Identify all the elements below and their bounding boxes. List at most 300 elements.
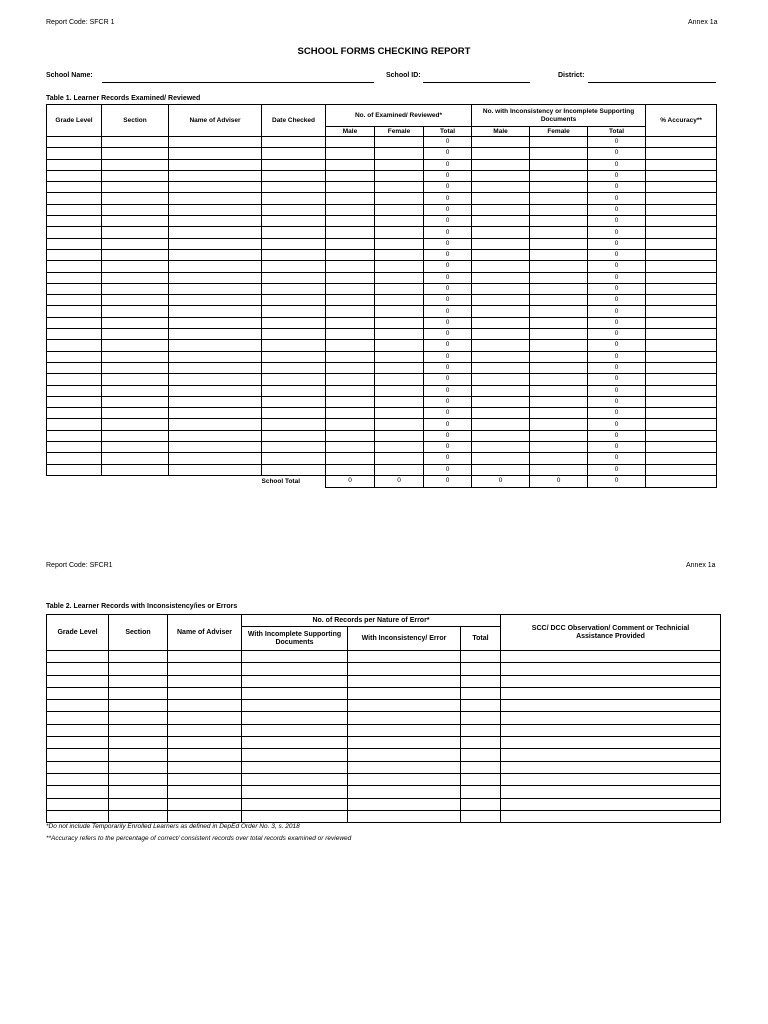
- table1-input-cell[interactable]: [262, 295, 326, 306]
- table1-input-cell[interactable]: [169, 295, 262, 306]
- table1-input-cell[interactable]: [47, 396, 102, 407]
- table1-input-cell[interactable]: [326, 261, 375, 272]
- table1-input-cell[interactable]: [472, 295, 530, 306]
- table1-input-cell[interactable]: [530, 329, 588, 340]
- table2-input-cell[interactable]: [461, 786, 501, 798]
- table1-input-cell[interactable]: [47, 374, 102, 385]
- table2-input-cell[interactable]: [47, 687, 109, 699]
- table2-input-cell[interactable]: [47, 786, 109, 798]
- table1-input-cell[interactable]: [375, 419, 424, 430]
- table2-input-cell[interactable]: [109, 737, 168, 749]
- table1-input-cell[interactable]: [646, 362, 717, 373]
- table2-input-cell[interactable]: [109, 700, 168, 712]
- table1-input-cell[interactable]: [326, 329, 375, 340]
- table1-input-cell[interactable]: [472, 238, 530, 249]
- table1-input-cell[interactable]: [169, 204, 262, 215]
- table2-input-cell[interactable]: [109, 749, 168, 761]
- table1-input-cell[interactable]: [530, 442, 588, 453]
- table1-input-cell[interactable]: [646, 340, 717, 351]
- table1-input-cell[interactable]: [169, 453, 262, 464]
- table1-input-cell[interactable]: [262, 385, 326, 396]
- table1-input-cell[interactable]: [47, 204, 102, 215]
- table2-input-cell[interactable]: [47, 675, 109, 687]
- table1-input-cell[interactable]: [375, 216, 424, 227]
- table2-input-cell[interactable]: [242, 749, 348, 761]
- table1-input-cell[interactable]: [375, 385, 424, 396]
- table2-input-cell[interactable]: [242, 663, 348, 675]
- table2-input-cell[interactable]: [501, 737, 721, 749]
- table1-input-cell[interactable]: [47, 182, 102, 193]
- table1-input-cell[interactable]: [47, 148, 102, 159]
- table1-input-cell[interactable]: [262, 170, 326, 181]
- table2-input-cell[interactable]: [461, 651, 501, 663]
- table2-input-cell[interactable]: [168, 737, 242, 749]
- table1-input-cell[interactable]: [530, 295, 588, 306]
- table1-input-cell[interactable]: [47, 442, 102, 453]
- table1-input-cell[interactable]: [375, 272, 424, 283]
- table1-input-cell[interactable]: [169, 227, 262, 238]
- table1-input-cell[interactable]: [472, 351, 530, 362]
- table1-input-cell[interactable]: [646, 419, 717, 430]
- table1-input-cell[interactable]: [530, 227, 588, 238]
- table2-input-cell[interactable]: [168, 712, 242, 724]
- table2-input-cell[interactable]: [501, 749, 721, 761]
- table1-input-cell[interactable]: [47, 329, 102, 340]
- table1-input-cell[interactable]: [326, 227, 375, 238]
- table2-input-cell[interactable]: [47, 773, 109, 785]
- table1-input-cell[interactable]: [102, 442, 169, 453]
- table1-input-cell[interactable]: [169, 464, 262, 475]
- table2-input-cell[interactable]: [348, 773, 461, 785]
- table2-input-cell[interactable]: [242, 700, 348, 712]
- table2-input-cell[interactable]: [242, 798, 348, 810]
- table1-input-cell[interactable]: [169, 272, 262, 283]
- table1-input-cell[interactable]: [646, 137, 717, 148]
- district-field[interactable]: [588, 73, 716, 83]
- school-id-field[interactable]: [423, 73, 530, 83]
- table1-input-cell[interactable]: [102, 204, 169, 215]
- table1-input-cell[interactable]: [472, 374, 530, 385]
- table1-input-cell[interactable]: [326, 306, 375, 317]
- table2-input-cell[interactable]: [242, 675, 348, 687]
- table1-input-cell[interactable]: [326, 193, 375, 204]
- table1-input-cell[interactable]: [102, 137, 169, 148]
- table1-input-cell[interactable]: [326, 464, 375, 475]
- table1-input-cell[interactable]: [530, 238, 588, 249]
- table1-input-cell[interactable]: [102, 430, 169, 441]
- table2-input-cell[interactable]: [348, 712, 461, 724]
- table1-input-cell[interactable]: [530, 419, 588, 430]
- table1-input-cell[interactable]: [472, 396, 530, 407]
- table2-input-cell[interactable]: [501, 651, 721, 663]
- table1-input-cell[interactable]: [646, 306, 717, 317]
- table1-input-cell[interactable]: [646, 295, 717, 306]
- table2-input-cell[interactable]: [109, 675, 168, 687]
- table2-input-cell[interactable]: [109, 651, 168, 663]
- table1-input-cell[interactable]: [375, 204, 424, 215]
- table1-input-cell[interactable]: [646, 159, 717, 170]
- table2-input-cell[interactable]: [242, 651, 348, 663]
- table2-input-cell[interactable]: [501, 700, 721, 712]
- table1-input-cell[interactable]: [169, 261, 262, 272]
- table1-input-cell[interactable]: [326, 340, 375, 351]
- table1-input-cell[interactable]: [169, 385, 262, 396]
- table1-input-cell[interactable]: [262, 204, 326, 215]
- table1-input-cell[interactable]: [375, 159, 424, 170]
- table1-input-cell[interactable]: [169, 159, 262, 170]
- table2-input-cell[interactable]: [109, 761, 168, 773]
- table2-input-cell[interactable]: [348, 675, 461, 687]
- table1-input-cell[interactable]: [102, 408, 169, 419]
- table1-input-cell[interactable]: [530, 170, 588, 181]
- table2-input-cell[interactable]: [501, 773, 721, 785]
- table1-input-cell[interactable]: [47, 317, 102, 328]
- table1-input-cell[interactable]: [169, 182, 262, 193]
- table2-input-cell[interactable]: [168, 773, 242, 785]
- table1-input-cell[interactable]: [472, 408, 530, 419]
- table2-input-cell[interactable]: [348, 724, 461, 736]
- table1-input-cell[interactable]: [47, 283, 102, 294]
- table2-input-cell[interactable]: [47, 663, 109, 675]
- table1-input-cell[interactable]: [530, 340, 588, 351]
- table1-input-cell[interactable]: [47, 453, 102, 464]
- table1-input-cell[interactable]: [530, 362, 588, 373]
- table1-input-cell[interactable]: [472, 249, 530, 260]
- table1-input-cell[interactable]: [102, 148, 169, 159]
- table1-input-cell[interactable]: [326, 396, 375, 407]
- table2-input-cell[interactable]: [501, 663, 721, 675]
- table2-input-cell[interactable]: [109, 663, 168, 675]
- table1-input-cell[interactable]: [472, 442, 530, 453]
- table1-input-cell[interactable]: [646, 430, 717, 441]
- table2-input-cell[interactable]: [47, 724, 109, 736]
- table1-input-cell[interactable]: [530, 283, 588, 294]
- table1-input-cell[interactable]: [646, 182, 717, 193]
- table2-input-cell[interactable]: [348, 749, 461, 761]
- table1-input-cell[interactable]: [326, 295, 375, 306]
- table1-input-cell[interactable]: [530, 430, 588, 441]
- table1-input-cell[interactable]: [375, 182, 424, 193]
- table1-input-cell[interactable]: [102, 227, 169, 238]
- table1-input-cell[interactable]: [326, 204, 375, 215]
- table1-input-cell[interactable]: [169, 396, 262, 407]
- table1-input-cell[interactable]: [47, 170, 102, 181]
- table1-input-cell[interactable]: [472, 261, 530, 272]
- table1-input-cell[interactable]: [262, 464, 326, 475]
- table1-input-cell[interactable]: [530, 464, 588, 475]
- table1-input-cell[interactable]: [169, 317, 262, 328]
- table2-input-cell[interactable]: [348, 761, 461, 773]
- table2-input-cell[interactable]: [461, 687, 501, 699]
- table1-input-cell[interactable]: [102, 374, 169, 385]
- table1-input-cell[interactable]: [102, 193, 169, 204]
- table1-input-cell[interactable]: [326, 170, 375, 181]
- table1-input-cell[interactable]: [102, 385, 169, 396]
- table2-input-cell[interactable]: [168, 761, 242, 773]
- table1-input-cell[interactable]: [262, 227, 326, 238]
- table2-input-cell[interactable]: [168, 810, 242, 822]
- table1-input-cell[interactable]: [262, 159, 326, 170]
- table1-input-cell[interactable]: [646, 351, 717, 362]
- table1-input-cell[interactable]: [472, 159, 530, 170]
- table1-input-cell[interactable]: [646, 193, 717, 204]
- table1-input-cell[interactable]: [47, 430, 102, 441]
- table1-input-cell[interactable]: [375, 148, 424, 159]
- table2-input-cell[interactable]: [242, 786, 348, 798]
- table1-input-cell[interactable]: [47, 249, 102, 260]
- table1-input-cell[interactable]: [47, 295, 102, 306]
- table1-input-cell[interactable]: [169, 408, 262, 419]
- table1-input-cell[interactable]: [375, 261, 424, 272]
- table1-input-cell[interactable]: [169, 419, 262, 430]
- table2-input-cell[interactable]: [348, 663, 461, 675]
- table1-input-cell[interactable]: [47, 137, 102, 148]
- table1-input-cell[interactable]: [646, 374, 717, 385]
- table1-input-cell[interactable]: [326, 137, 375, 148]
- table2-input-cell[interactable]: [242, 687, 348, 699]
- table2-input-cell[interactable]: [168, 724, 242, 736]
- table1-input-cell[interactable]: [47, 238, 102, 249]
- table1-input-cell[interactable]: [326, 419, 375, 430]
- table2-input-cell[interactable]: [47, 700, 109, 712]
- table2-input-cell[interactable]: [47, 651, 109, 663]
- table1-input-cell[interactable]: [646, 170, 717, 181]
- table2-input-cell[interactable]: [501, 724, 721, 736]
- table1-input-cell[interactable]: [262, 329, 326, 340]
- table1-input-cell[interactable]: [472, 340, 530, 351]
- table2-input-cell[interactable]: [109, 786, 168, 798]
- table1-input-cell[interactable]: [102, 295, 169, 306]
- table1-input-cell[interactable]: [47, 362, 102, 373]
- table1-input-cell[interactable]: [262, 442, 326, 453]
- table1-input-cell[interactable]: [472, 430, 530, 441]
- table1-input-cell[interactable]: [326, 430, 375, 441]
- table1-input-cell[interactable]: [326, 272, 375, 283]
- table1-input-cell[interactable]: [169, 283, 262, 294]
- table2-input-cell[interactable]: [109, 798, 168, 810]
- table1-input-cell[interactable]: [326, 374, 375, 385]
- table1-input-cell[interactable]: [472, 419, 530, 430]
- table2-input-cell[interactable]: [348, 687, 461, 699]
- table2-input-cell[interactable]: [168, 675, 242, 687]
- table1-input-cell[interactable]: [262, 238, 326, 249]
- table1-input-cell[interactable]: [375, 170, 424, 181]
- table2-input-cell[interactable]: [348, 798, 461, 810]
- table1-input-cell[interactable]: [530, 193, 588, 204]
- table1-input-cell[interactable]: [262, 396, 326, 407]
- table1-input-cell[interactable]: [472, 272, 530, 283]
- table1-input-cell[interactable]: [262, 317, 326, 328]
- table1-input-cell[interactable]: [646, 272, 717, 283]
- table1-input-cell[interactable]: [326, 453, 375, 464]
- table1-input-cell[interactable]: [102, 159, 169, 170]
- table2-input-cell[interactable]: [501, 786, 721, 798]
- table1-input-cell[interactable]: [47, 419, 102, 430]
- table1-input-cell[interactable]: [472, 385, 530, 396]
- table1-input-cell[interactable]: [326, 408, 375, 419]
- table2-input-cell[interactable]: [109, 810, 168, 822]
- table2-input-cell[interactable]: [461, 810, 501, 822]
- table1-input-cell[interactable]: [102, 419, 169, 430]
- table1-input-cell[interactable]: [530, 272, 588, 283]
- school-total-accuracy[interactable]: [646, 475, 717, 487]
- table2-input-cell[interactable]: [242, 761, 348, 773]
- table1-input-cell[interactable]: [530, 182, 588, 193]
- table1-input-cell[interactable]: [530, 159, 588, 170]
- table1-input-cell[interactable]: [646, 261, 717, 272]
- table2-input-cell[interactable]: [348, 810, 461, 822]
- table1-input-cell[interactable]: [326, 385, 375, 396]
- table1-input-cell[interactable]: [375, 238, 424, 249]
- table1-input-cell[interactable]: [646, 227, 717, 238]
- table2-input-cell[interactable]: [501, 712, 721, 724]
- table1-input-cell[interactable]: [530, 396, 588, 407]
- table1-input-cell[interactable]: [530, 261, 588, 272]
- table1-input-cell[interactable]: [646, 216, 717, 227]
- table1-input-cell[interactable]: [375, 453, 424, 464]
- table1-input-cell[interactable]: [375, 283, 424, 294]
- table1-input-cell[interactable]: [102, 238, 169, 249]
- table2-input-cell[interactable]: [348, 786, 461, 798]
- table1-input-cell[interactable]: [262, 137, 326, 148]
- table1-input-cell[interactable]: [375, 362, 424, 373]
- table1-input-cell[interactable]: [102, 261, 169, 272]
- table2-input-cell[interactable]: [348, 700, 461, 712]
- table1-input-cell[interactable]: [47, 227, 102, 238]
- table1-input-cell[interactable]: [102, 170, 169, 181]
- table1-input-cell[interactable]: [530, 374, 588, 385]
- table2-input-cell[interactable]: [168, 700, 242, 712]
- table2-input-cell[interactable]: [47, 737, 109, 749]
- table1-input-cell[interactable]: [169, 374, 262, 385]
- table1-input-cell[interactable]: [646, 453, 717, 464]
- school-name-field[interactable]: [102, 73, 374, 83]
- table1-input-cell[interactable]: [472, 204, 530, 215]
- table1-input-cell[interactable]: [47, 351, 102, 362]
- table1-input-cell[interactable]: [102, 329, 169, 340]
- table1-input-cell[interactable]: [646, 238, 717, 249]
- table1-input-cell[interactable]: [169, 238, 262, 249]
- table1-input-cell[interactable]: [47, 193, 102, 204]
- table1-input-cell[interactable]: [262, 408, 326, 419]
- table2-input-cell[interactable]: [501, 675, 721, 687]
- table1-input-cell[interactable]: [472, 182, 530, 193]
- table1-input-cell[interactable]: [326, 362, 375, 373]
- table1-input-cell[interactable]: [646, 396, 717, 407]
- table1-input-cell[interactable]: [326, 159, 375, 170]
- table1-input-cell[interactable]: [472, 306, 530, 317]
- table1-input-cell[interactable]: [530, 137, 588, 148]
- table1-input-cell[interactable]: [646, 204, 717, 215]
- table1-input-cell[interactable]: [530, 453, 588, 464]
- table2-input-cell[interactable]: [168, 651, 242, 663]
- table1-input-cell[interactable]: [646, 329, 717, 340]
- table1-input-cell[interactable]: [102, 317, 169, 328]
- table2-input-cell[interactable]: [242, 724, 348, 736]
- table1-input-cell[interactable]: [169, 329, 262, 340]
- table2-input-cell[interactable]: [461, 712, 501, 724]
- table2-input-cell[interactable]: [461, 798, 501, 810]
- table1-input-cell[interactable]: [47, 261, 102, 272]
- table1-input-cell[interactable]: [375, 295, 424, 306]
- table1-input-cell[interactable]: [375, 408, 424, 419]
- table1-input-cell[interactable]: [47, 340, 102, 351]
- table1-input-cell[interactable]: [530, 385, 588, 396]
- table2-input-cell[interactable]: [242, 773, 348, 785]
- table1-input-cell[interactable]: [472, 216, 530, 227]
- table1-input-cell[interactable]: [375, 464, 424, 475]
- table2-input-cell[interactable]: [109, 773, 168, 785]
- table1-input-cell[interactable]: [326, 283, 375, 294]
- table1-input-cell[interactable]: [375, 306, 424, 317]
- table2-input-cell[interactable]: [109, 724, 168, 736]
- table1-input-cell[interactable]: [262, 340, 326, 351]
- table1-input-cell[interactable]: [102, 182, 169, 193]
- table1-input-cell[interactable]: [472, 464, 530, 475]
- table2-input-cell[interactable]: [168, 663, 242, 675]
- table1-input-cell[interactable]: [169, 170, 262, 181]
- table1-input-cell[interactable]: [326, 216, 375, 227]
- table1-input-cell[interactable]: [262, 351, 326, 362]
- table2-input-cell[interactable]: [109, 712, 168, 724]
- table1-input-cell[interactable]: [169, 216, 262, 227]
- table1-input-cell[interactable]: [646, 249, 717, 260]
- table1-input-cell[interactable]: [169, 148, 262, 159]
- table2-input-cell[interactable]: [461, 749, 501, 761]
- table1-input-cell[interactable]: [169, 340, 262, 351]
- table1-input-cell[interactable]: [530, 204, 588, 215]
- table1-input-cell[interactable]: [169, 306, 262, 317]
- table1-input-cell[interactable]: [530, 306, 588, 317]
- table1-input-cell[interactable]: [375, 137, 424, 148]
- table1-input-cell[interactable]: [262, 216, 326, 227]
- table1-input-cell[interactable]: [375, 396, 424, 407]
- table1-input-cell[interactable]: [326, 442, 375, 453]
- table1-input-cell[interactable]: [262, 261, 326, 272]
- table1-input-cell[interactable]: [326, 148, 375, 159]
- table1-input-cell[interactable]: [102, 464, 169, 475]
- table1-input-cell[interactable]: [472, 317, 530, 328]
- table1-input-cell[interactable]: [375, 430, 424, 441]
- table1-input-cell[interactable]: [47, 159, 102, 170]
- table1-input-cell[interactable]: [262, 148, 326, 159]
- table2-input-cell[interactable]: [461, 773, 501, 785]
- table1-input-cell[interactable]: [102, 216, 169, 227]
- table1-input-cell[interactable]: [326, 351, 375, 362]
- table1-input-cell[interactable]: [375, 317, 424, 328]
- table1-input-cell[interactable]: [102, 453, 169, 464]
- table1-input-cell[interactable]: [375, 227, 424, 238]
- table1-input-cell[interactable]: [47, 216, 102, 227]
- table1-input-cell[interactable]: [169, 351, 262, 362]
- table1-input-cell[interactable]: [646, 283, 717, 294]
- table1-input-cell[interactable]: [169, 430, 262, 441]
- table2-input-cell[interactable]: [168, 786, 242, 798]
- table2-input-cell[interactable]: [242, 712, 348, 724]
- table1-input-cell[interactable]: [262, 182, 326, 193]
- table2-input-cell[interactable]: [348, 737, 461, 749]
- table1-input-cell[interactable]: [472, 170, 530, 181]
- table1-input-cell[interactable]: [262, 283, 326, 294]
- table1-input-cell[interactable]: [47, 272, 102, 283]
- table1-input-cell[interactable]: [530, 317, 588, 328]
- table2-input-cell[interactable]: [47, 761, 109, 773]
- table1-input-cell[interactable]: [262, 362, 326, 373]
- table2-input-cell[interactable]: [461, 675, 501, 687]
- table1-input-cell[interactable]: [646, 442, 717, 453]
- table2-input-cell[interactable]: [348, 651, 461, 663]
- table1-input-cell[interactable]: [530, 408, 588, 419]
